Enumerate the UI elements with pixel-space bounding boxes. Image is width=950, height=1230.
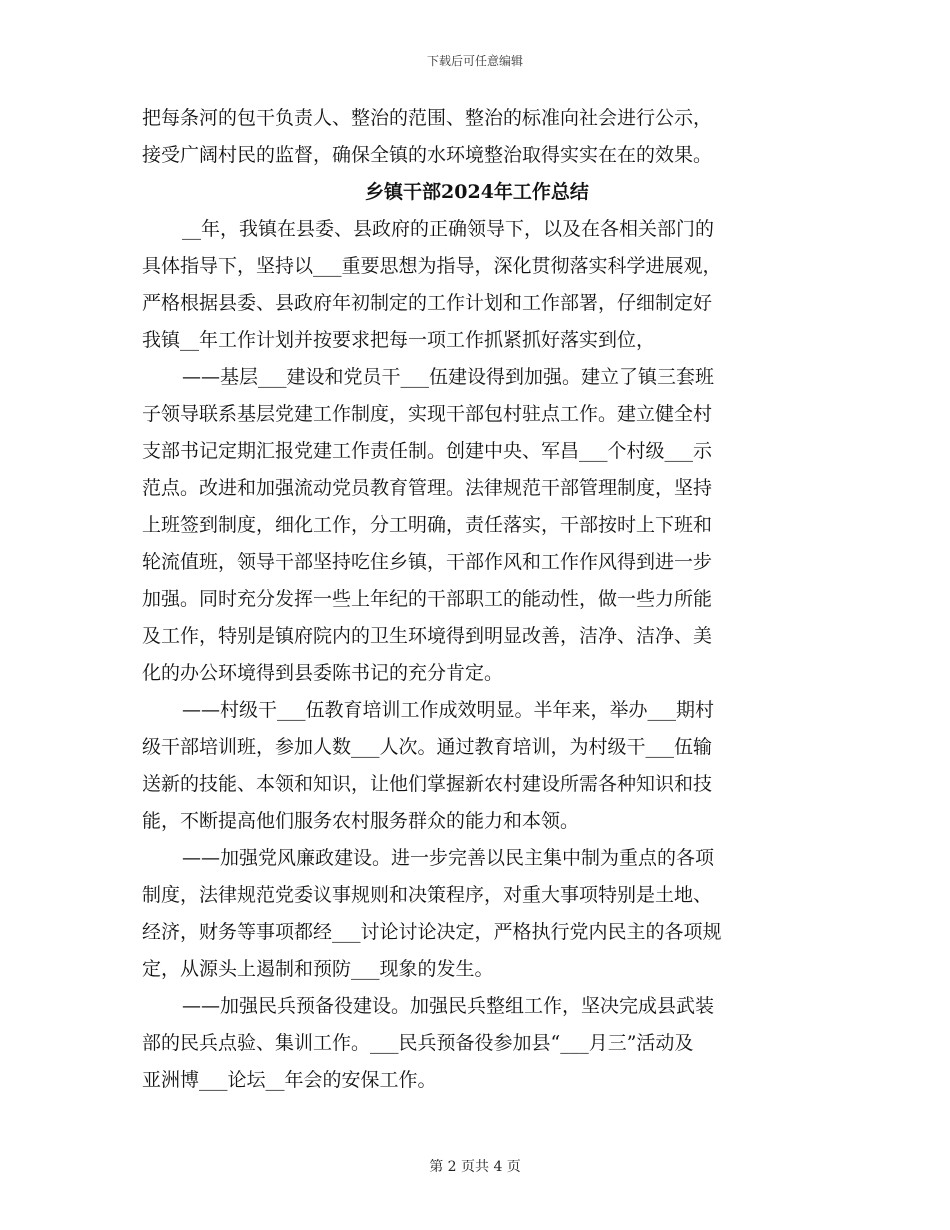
paragraph-line: 制度，法律规范党委议事规则和决策程序，对重大事项特别是土地、: [142, 884, 713, 906]
paragraph-line: 部的民兵点验、集训工作。___民兵预备役参加县“___月三”活动及: [142, 1032, 694, 1054]
paragraph-line: 能，不断提高他们服务农村服务群众的能力和本领。: [142, 810, 580, 832]
intro-line: 接受广阔村民的监督，确保全镇的水环境整治取得实实在在的效果。: [142, 144, 713, 166]
paragraph-line: 经济，财务等事项都经___讨论讨论决定，严格执行党内民主的各项规: [142, 921, 722, 943]
paragraph-line: 具体指导下，坚持以___重要思想为指导，深化贯彻落实科学进展观，: [142, 255, 722, 277]
paragraph-line: 及工作，特别是镇府院内的卫生环境得到明显改善，洁净、洁净、美: [142, 625, 713, 647]
paragraph-line: ——加强民兵预备役建设。加强民兵整组工作，坚决完成县武装: [182, 995, 715, 1017]
paragraph-line: 支部书记定期汇报党建工作责任制。创建中央、军昌___个村级___示: [142, 440, 713, 462]
page-header-note: 下载后可任意编辑: [426, 54, 523, 68]
paragraph-line: 范点。改进和加强流动党员教育管理。法律规范干部管理制度，坚持: [142, 477, 713, 499]
intro-line: 把每条河的包干负责人、整治的范围、整治的标准向社会进行公示，: [142, 107, 713, 129]
paragraph-line: ——基层___建设和党员干___伍建设得到加强。建立了镇三套班: [182, 366, 715, 388]
page-number: 第 2 页共 4 页: [429, 1159, 521, 1175]
document-title: 乡镇干部2024年工作总结: [365, 181, 589, 203]
paragraph-line: 加强。同时充分发挥一些上年纪的干部职工的能动性，做一些力所能: [142, 588, 713, 610]
paragraph-line: 严格根据县委、县政府年初制定的工作计划和工作部署，仔细制定好: [142, 292, 713, 314]
paragraph-line: 轮流值班，领导干部坚持吃住乡镇，干部作风和工作作风得到进一步: [142, 551, 713, 573]
paragraph-line: 化的办公环境得到县委陈书记的充分肯定。: [142, 662, 504, 684]
paragraph-line: ——加强党风廉政建设。进一步完善以民主集中制为重点的各项: [182, 847, 715, 869]
paragraph-line: 级干部培训班，参加人数___人次。通过教育培训，为村级干___伍输: [142, 736, 713, 758]
paragraph-line: __年，我镇在县委、县政府的正确领导下，以及在各相关部门的: [182, 218, 715, 240]
paragraph-line: ——村级干___伍教育培训工作成效明显。半年来，举办___期村: [182, 699, 715, 721]
paragraph-line: 子领导联系基层党建工作制度，实现干部包村驻点工作。建立健全村: [142, 403, 713, 425]
paragraph-line: 我镇__年工作计划并按要求把每一项工作抓紧抓好落实到位，: [142, 329, 656, 351]
paragraph-line: 亚洲博___论坛__年会的安保工作。: [142, 1069, 437, 1091]
paragraph-line: 定，从源头上遏制和预防___现象的发生。: [142, 958, 494, 980]
document-body: [142, 100, 812, 1099]
paragraph-line: 送新的技能、本领和知识，让他们掌握新农村建设所需各种知识和技: [142, 773, 713, 795]
paragraph-line: 上班签到制度，细化工作，分工明确，责任落实，干部按时上下班和: [142, 514, 713, 536]
